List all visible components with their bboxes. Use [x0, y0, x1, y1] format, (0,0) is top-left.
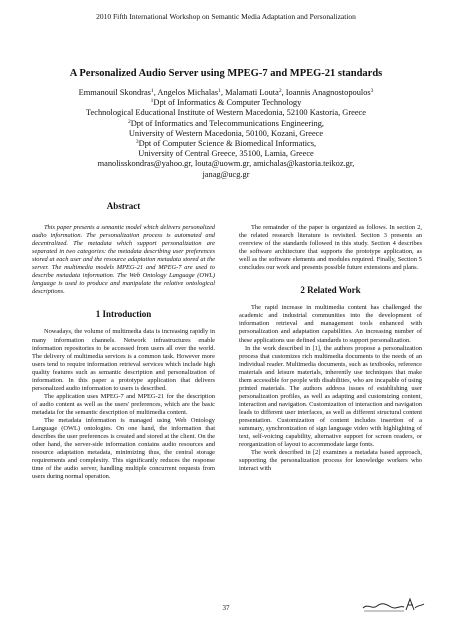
email-line: manolisskondras@yahoo.gr, louta@uowm.gr, amichalas@kastoria.teikoz.gr, — [97, 159, 355, 169]
body-paragraph: The work described in [2] examines a metadata based approach, supporting the personalization process for knowledge workers who interact with — [239, 449, 422, 473]
body-paragraph: The rapid increase in multimedia content has challenged the academic and industrial communities into the development of information retrieval and management tools enhanced with personalization and adaptation capabilities. An increasing number of these applications use defined standards to support personalization. — [239, 304, 422, 344]
author-names: Emmanouil Skondras$^1$, Angelos Michalas$^1$, Malamati Louta$^2$, Ioannis Anagnostopoulos$^3$ — [78, 88, 374, 97]
author-name: Emmanouil Skondras — [78, 88, 151, 97]
right-column — [239, 224, 422, 473]
body-paragraph: The application uses MPEG-7 and MPEG-21 for the description of audio content as well as the users' preferences, which are the basic metadata for the semantic description of multimedia content. — [32, 392, 215, 416]
affiliation-1-institution: Technological Educational Institute of Western Macedonia, 52100 Kastoria, Greece — [86, 108, 366, 118]
page-number: 37 — [222, 604, 230, 612]
left-column — [32, 224, 215, 481]
abstract-heading: Abstract — [106, 201, 141, 211]
email-line: janag@ucg.gr — [202, 169, 250, 179]
affiliation-1: $^1$Dpt of Informatics & Computer Technology — [150, 98, 302, 108]
affiliation-2: $^2$Dpt of Informatics and Telecommunications Engineering, — [128, 118, 324, 128]
affiliation-3: $^3$Dpt of Computer Science & Biomedical Informatics, — [135, 139, 317, 149]
affiliation-3-institution: University of Central Greece, 35100, Lamia, Greece — [138, 149, 314, 159]
author-block — [30, 88, 422, 180]
author-name: Angelos Michalas — [157, 88, 219, 97]
section-heading-introduction: 1 Introduction — [95, 309, 152, 320]
author-name: Malamati Louta — [225, 88, 279, 97]
signature-mark — [360, 596, 428, 614]
body-paragraph: Nowadays, the volume of multimedia data is increasing rapidly in many information channels. Network infrastructures enable information repositories to be accessed from users all over the world. The delivery of multimedia services is a common task. However more users tend to require information retrieval services which include high quality features such as semantic description and personalization of information. In this paper a prototype application that delivers personalized audio information to users is described. — [32, 328, 215, 392]
author-name: Ioannis Anagnostopoulos — [285, 88, 371, 97]
affiliation-2-institution: University of Western Macedonia, 50100, Kozani, Greece — [128, 128, 324, 138]
body-paragraph: The metadata information is managed using Web Ontology Language (OWL) ontologies. On one hand, the information that describes the user preferences is created and stored at the client. On the other hand, the server-side information contains audio resources and resource adaptation metadata, minimizing thus, the central storage requirements and complexity. This significantly reduces the response time of the audio server, handling multiple concurrent requests from users during normal operation. — [32, 416, 215, 481]
paper-title: A Personalized Audio Server using MPEG-7 and MPEG-21 standards — [69, 68, 383, 79]
section-heading-related-work: 2 Related Work — [300, 285, 361, 296]
body-paragraph: In the work described in [1], the authors propose a personalization process that customizes rich multimedia documents to the needs of an individual reader. Multimedia documents, such as textbooks, reference materials and leisure materials, inherently use techniques that make them accessible for people with disabilities, who are incapable of using printed materials. The authors address issues of establishing user personalization profiles, as well as adapting and customizing content, interaction and navigation. Customization of interaction and navigation leads to different user interfaces, as well as different structural content presentation. Customization of content includes insertion of a summary, synchronization of sign language video with highlighting of text, self-voicing capability, alternative support for screen readers, or reorganization of layout to accommodate large fonts. — [239, 344, 422, 449]
abstract-text: This paper presents a semantic model which delivers personalized audio information. The personalization process is automated and decentralized. The metadata which support personalization are separated in two categories: the metadata describing user preferences stored at each user and the resource adaptation metadata stored at the server. The multimedia models MPEG-21 and MPEG-7 are used to describe metadata information. The Web Ontology Language (OWL) language is used to produce and manipulate the relative ontological descriptions. — [32, 224, 215, 296]
running-header: 2010 Fifth International Workshop on Semantic Media Adaptation and Personalization — [96, 12, 356, 21]
body-paragraph: The remainder of the paper is organized as follows. In section 2, the related research literature is revisited. Section 3 presents an overview of the standards followed in this study. Section 4 describes the software architecture that supports the prototype application, as well as the software elements and modules required. Finally, Section 5 concludes our work and presents possible future extensions and plans. — [239, 224, 422, 272]
